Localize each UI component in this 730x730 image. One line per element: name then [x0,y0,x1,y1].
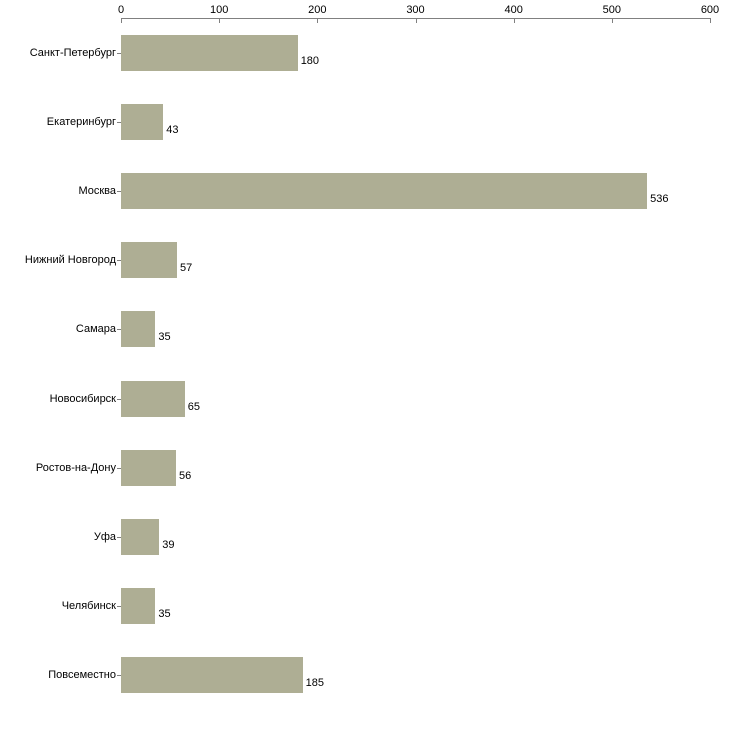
bar-value-label: 57 [179,262,193,275]
x-tick-mark [219,18,220,23]
bar-value-label: 65 [187,400,201,413]
x-tick-mark [710,18,711,23]
category-label: Самара [75,323,116,336]
bar-value-label: 43 [166,123,179,136]
x-tick-mark [416,18,417,23]
bar [121,519,159,555]
category-label: Ростов-на-Дону [35,461,116,474]
bar [121,173,647,209]
x-tick-label: 600 [700,4,720,16]
bar [121,311,155,347]
category-label: Санкт-Петербург [29,46,116,59]
bar [121,104,163,140]
category-label: Повсеместно [48,669,116,682]
x-tick-label: 300 [406,4,425,16]
x-tick-mark [514,18,515,23]
x-tick-label: 100 [209,4,229,16]
x-tick-mark [612,18,613,23]
category-label: Новосибирск [49,392,116,405]
x-tick-label: 400 [504,4,523,16]
bar [121,242,177,278]
x-tick-mark [121,18,122,23]
category-label: Екатеринбург [46,115,116,128]
category-label: Нижний Новгород [24,254,116,267]
bar-value-label: 39 [162,539,175,551]
bar [121,588,155,624]
bar [121,35,298,71]
bar-value-label: 56 [178,469,192,482]
bar [121,381,185,417]
bar-value-label: 180 [300,54,320,67]
bar-value-label: 35 [158,331,171,344]
bar [121,450,176,486]
x-tick-label: 0 [117,4,125,16]
bar-value-label: 35 [158,608,171,621]
x-tick-mark [317,18,318,23]
bar-value-label: 536 [650,193,669,205]
bar [121,657,303,693]
bar-value-label: 185 [305,677,324,690]
category-label: Челябинск [61,600,116,613]
x-tick-label: 500 [602,4,621,16]
category-label: Уфа [93,531,116,543]
x-tick-label: 200 [308,4,327,16]
category-label: Москва [78,185,116,197]
